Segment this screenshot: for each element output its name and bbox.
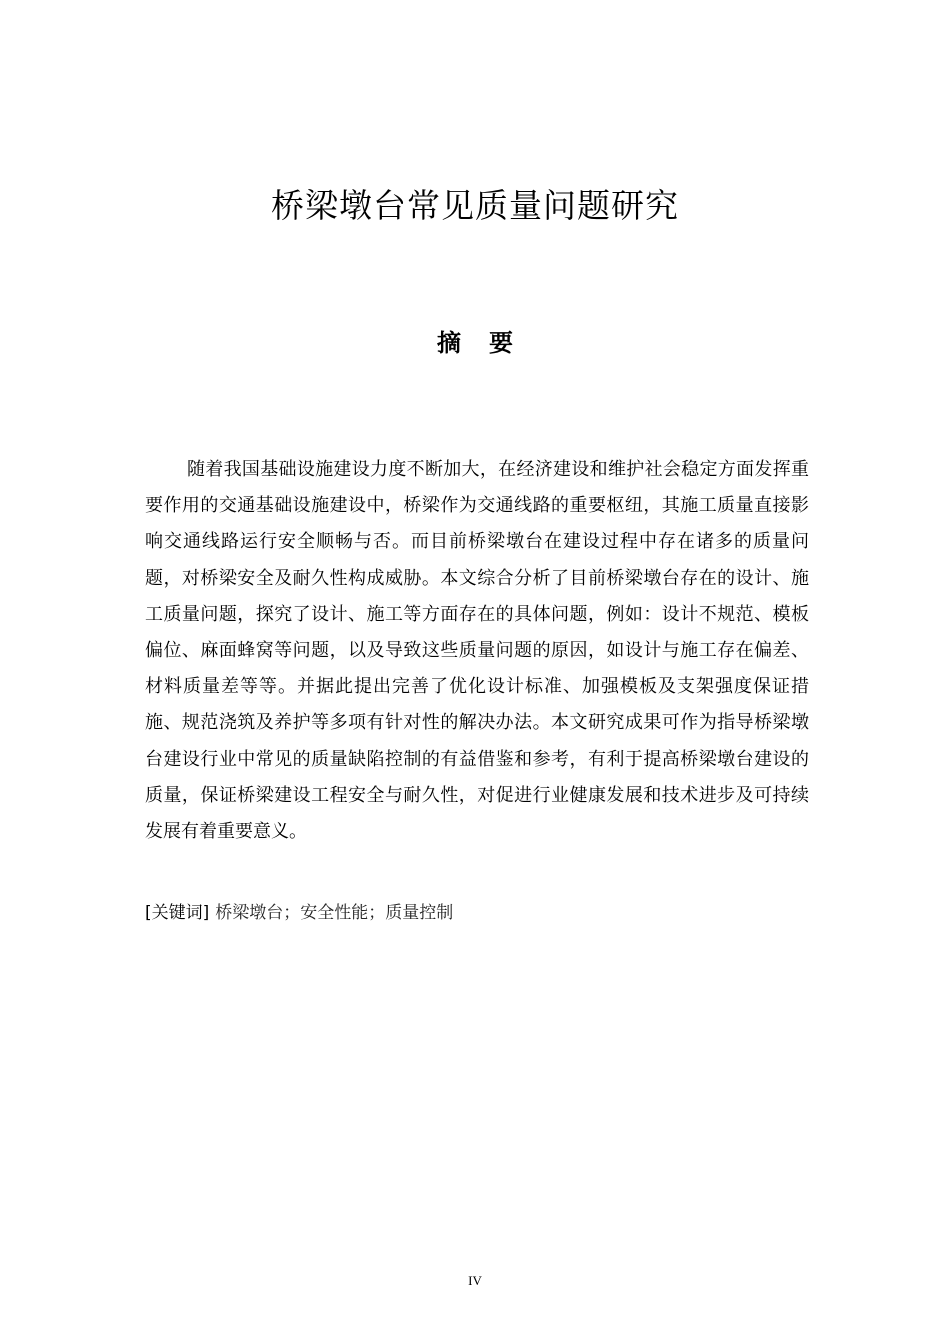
keywords-label: [关键词] [145, 903, 210, 923]
abstract-heading: 摘要 [437, 329, 541, 357]
keywords-line [145, 897, 809, 929]
page-number: IV [468, 1273, 482, 1288]
paper-title: 桥梁墩台常见质量问题研究 [271, 186, 679, 225]
abstract-text: 随着我国基础设施建设力度不断加大，在经济建设和维护社会稳定方面发挥重要作用的交通基础设施建设中，桥梁作为交通线路的重要枢纽，其施工质量直接影响交通线路运行安全顺畅与否。而目前桥梁墩台在建设过程中存在诸多的质量问题，对桥梁安全及耐久性构成威胁。本文综合分析了目前桥梁墩台存在的设计、施工质量问题，探究了设计、施工等方面存在的具体问题，例如：设计不规范、模板偏位、麻面蜂窝等问题，以及导致这些质量问题的原因，如设计与施工存在偏差、材料质量差等等。并据此提出完善了优化设计标准、加强模板及支架强度保证措施、规范浇筑及养护等多项有针对性的解决办法。本文研究成果可作为指导桥梁墩台建设行业中常见的质量缺陷控制的有益借鉴和参考，有利于提高桥梁墩台建设的质量，保证桥梁建设工程安全与耐久性，对促进行业健康发展和技术进步及可持续发展有着重要意义。 [145, 459, 809, 843]
keywords-text: 桥梁墩台；安全性能；质量控制 [215, 903, 454, 923]
